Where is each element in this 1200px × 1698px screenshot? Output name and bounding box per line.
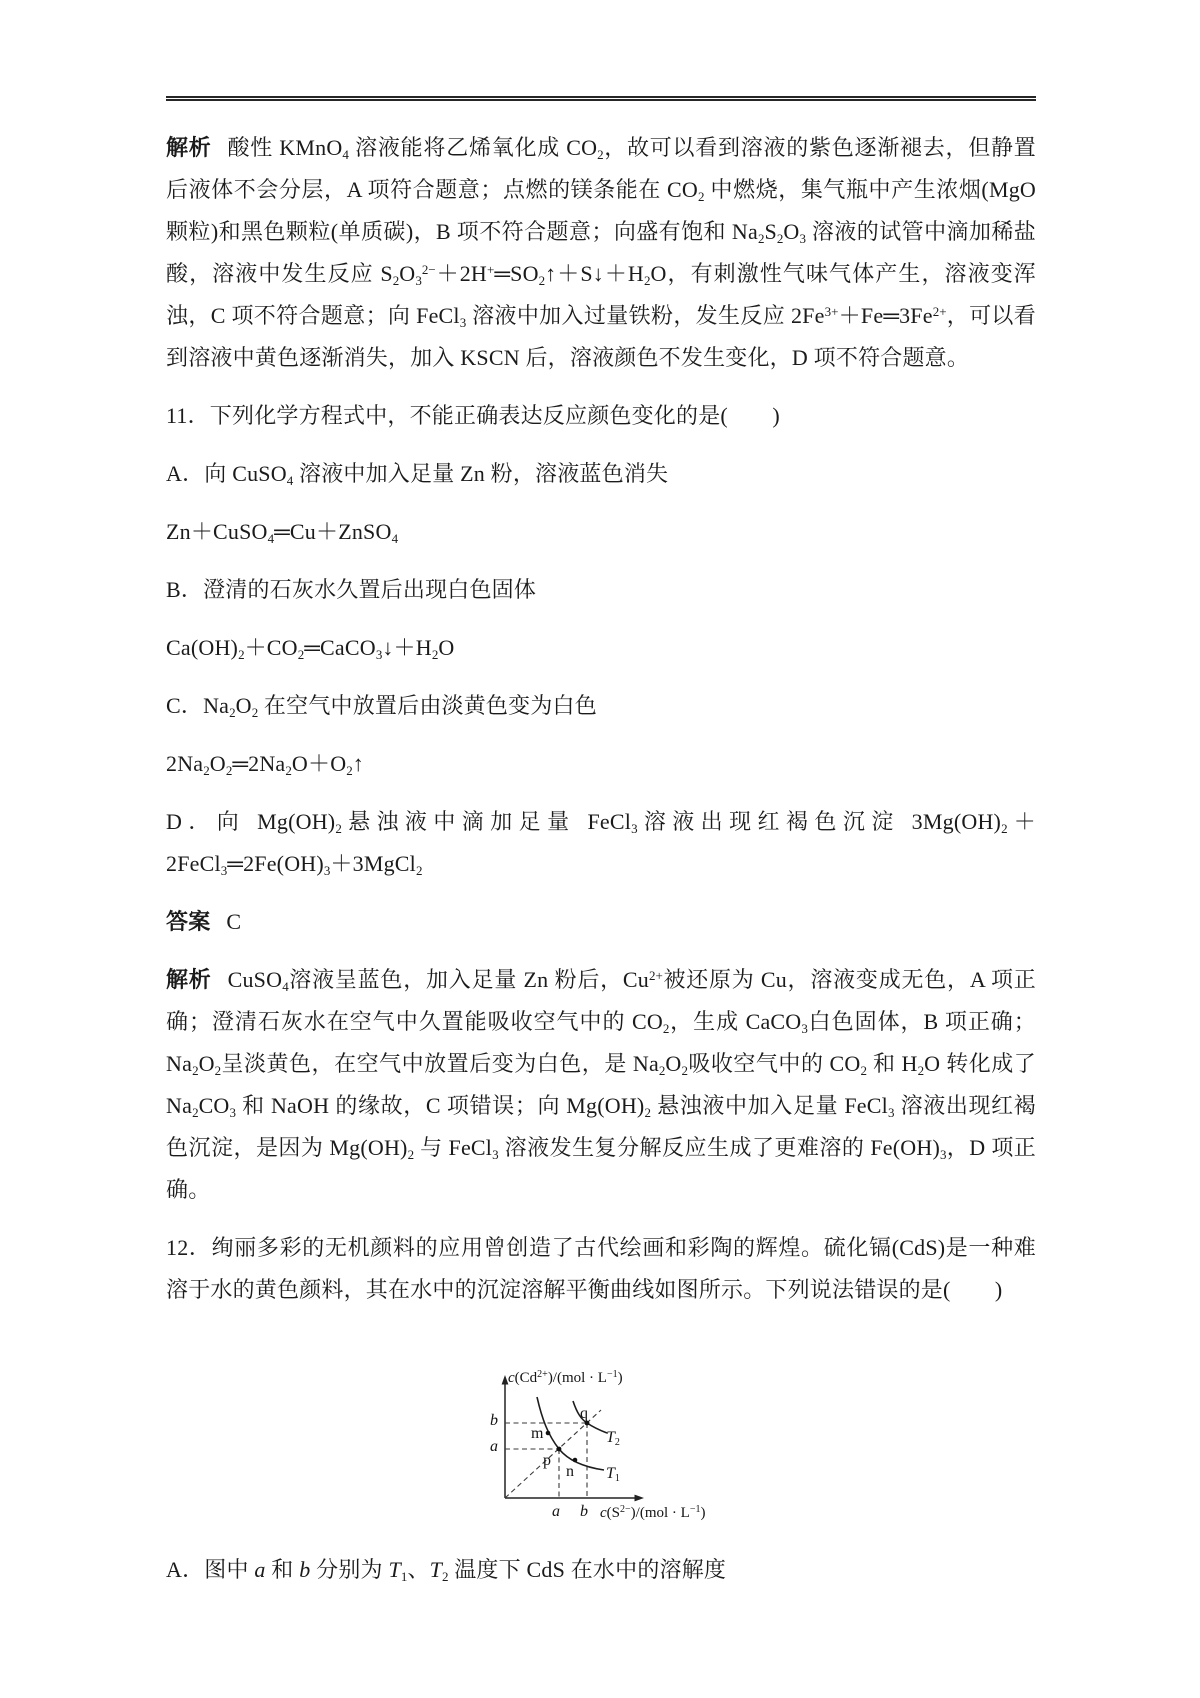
analysis-paragraph-q10 xyxy=(166,127,1036,379)
analysis-label: 解析 xyxy=(166,135,212,160)
x-axis-arrow-icon xyxy=(635,1495,645,1502)
point-p-label: p xyxy=(543,1452,551,1469)
option-label: A． xyxy=(166,461,205,486)
question-12-option-a xyxy=(166,1549,1036,1591)
point-n-label: n xyxy=(566,1463,574,1480)
option-label: C． xyxy=(166,693,204,718)
question-11-option-b-equation: $Ca(OH)_2+CO_2═CaCO_3↓+H_2O$ xyxy=(166,635,455,662)
analysis-paragraph-q11 xyxy=(166,959,1036,1211)
option-text: 向 CuSO$_4$ 溶液中加入足量 Zn 粉，溶液蓝色消失 xyxy=(204,461,669,488)
point-p xyxy=(557,1447,562,1452)
curve-t2 xyxy=(573,1401,607,1433)
question-11-option-a xyxy=(166,453,1036,495)
answer-11 xyxy=(166,901,1036,943)
option-text: $Na_2O_2$ 在空气中放置后由淡黄色变为白色 xyxy=(203,693,597,720)
option-text: 图中 a 和 b 分别为 $T_1$、$T_2$ 温度下 CdS 在水中的溶解度 xyxy=(204,1557,727,1584)
option-label: B． xyxy=(166,577,204,602)
point-n xyxy=(573,1458,578,1463)
question-11-option-a-equation: Zn＋CuSO$_4$═Cu＋ZnSO$_4$ xyxy=(166,519,399,546)
x-axis-label: $c(S^{2-})/(mol \cdot L^{-1})$ xyxy=(600,1504,706,1521)
curve-t2-label: $T_2$ xyxy=(606,1429,620,1448)
point-m xyxy=(546,1431,551,1436)
analysis-text: CuSO$_4$溶液呈蓝色，加入足量 Zn 粉后，$Cu^{2+}$被还原为 Cu，溶液变成无色，A 项正确；澄清石灰水在空气中久置能吸收空气中的 $CO_2$，生成 CaCO$_3$白色固体，B 项正确；$Na_2O_2$呈淡黄色，在空气中放置后变为白色，是 $Na_2O_2$吸收空气中的 $CO_2$ 和 $H_2O$ 转化成了 $Na_2CO_3$ 和 NaOH 的缘故，C 项错误；向 $Mg(OH)_2$ 悬浊液中加入足量 FeCl$_3$ 溶液出现红褐色沉淀，是因为 $Mg(OH)_2$ 与 FeCl$_3$ 溶液发生复分解反应生成了更难溶的 $Fe(OH)_3$，D 项正确。 xyxy=(166,967,1037,1202)
question-text: 下列化学方程式中，不能正确表达反应颜色变化的是( ) xyxy=(209,403,780,428)
analysis-label: 解析 xyxy=(166,967,212,992)
answer-value: C xyxy=(226,909,242,934)
point-m-label: m xyxy=(531,1425,544,1442)
question-number: 11． xyxy=(166,403,210,428)
header-rule xyxy=(166,96,1036,101)
question-11-option-c xyxy=(166,685,1036,727)
question-11-option-c-equation: $2Na_2O_2═2Na_2O+O_2↑$ xyxy=(166,751,364,778)
x-tick-b: b xyxy=(580,1503,588,1520)
question-12-stem xyxy=(166,1227,1036,1311)
curve-t1-label: $T_1$ xyxy=(606,1465,620,1484)
option-label: D． xyxy=(166,809,217,834)
solubility-equilibrium-curve-figure xyxy=(480,1369,790,1533)
y-tick-b: b xyxy=(490,1412,498,1429)
answer-label: 答案 xyxy=(166,909,211,934)
question-11-stem xyxy=(166,395,1036,437)
analysis-text: 酸性 KMnO$_4$ 溶液能将乙烯氧化成 $CO_2$，故可以看到溶液的紫色逐渐褪去，但静置后液体不会分层，A 项符合题意；点燃的镁条能在 $CO_2$ 中燃烧，集气瓶中产生浓烟(MgO 颗粒)和黑色颗粒(单质碳)，B 项不符合题意；向盛有饱和 $Na_2S_2O_3$ 溶液的试管中滴加稀盐酸，溶液中发生反应 $S_2O_3^{2-}+2H^+═SO_2↑+S↓+H_2O$，有刺激性气味气体产生，溶液变浑浊，C 项不符合题意；向 FeCl$_3$ 溶液中加入过量铁粉，发生反应 $2Fe^{3+}+Fe═3Fe^{2+}$，可以看到溶液中黄色逐渐消失，加入 KSCN 后，溶液颜色不发生变化，D 项不符合题意。 xyxy=(166,135,1037,370)
y-axis-label: $c(Cd^{2+})/(mol \cdot L^{-1})$ xyxy=(508,1369,623,1386)
question-number: 12． xyxy=(166,1235,212,1260)
option-text: 澄清的石灰水久置后出现白色固体 xyxy=(203,577,537,602)
point-q-label: q xyxy=(580,1405,588,1422)
question-11-option-d xyxy=(166,801,1036,885)
option-label: A． xyxy=(166,1557,205,1582)
option-text: 向 $Mg(OH)_2$悬浊液中滴加足量 FeCl$_3$溶液出现红褐色沉淀 $3Mg(OH)_2+2FeCl_3═2Fe(OH)_3+3MgCl_2$ xyxy=(166,809,1036,878)
question-11-option-b xyxy=(166,569,1036,611)
document-page xyxy=(166,0,1036,1591)
y-tick-a: a xyxy=(490,1438,498,1455)
question-text: 绚丽多彩的无机颜料的应用曾创造了古代绘画和彩陶的辉煌。硫化镉(CdS)是一种难溶于水的黄色颜料，其在水中的沉淀溶解平衡曲线如图所示。下列说法错误的是( ) xyxy=(166,1235,1036,1302)
x-tick-a: a xyxy=(552,1503,560,1520)
